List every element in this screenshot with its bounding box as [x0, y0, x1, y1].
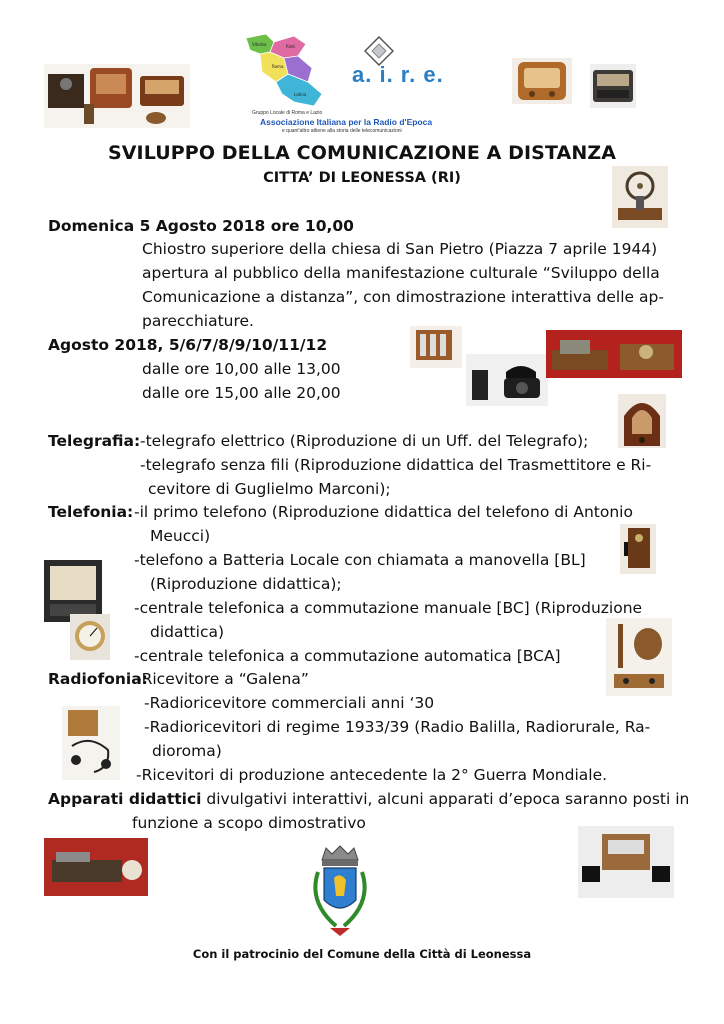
- apparati-label: Apparati didattici: [48, 790, 202, 808]
- event2-heading: Agosto 2018, 5/6/7/8/9/10/11/12: [48, 336, 328, 354]
- telegrafia-item: -telegrafo elettrico (Riproduzione di un Uff. del Telegrafo);: [140, 432, 589, 450]
- telefonia-label: Telefonia:: [48, 503, 134, 521]
- telefonia-item: didattica): [150, 623, 225, 641]
- wall-telephone-photo: [620, 524, 656, 574]
- association-tagline: e quant'altro attiene alla storia delle telecomunicazioni: [282, 128, 402, 134]
- event1-line: apertura al pubblico della manifestazione culturale “Sviluppo della: [142, 264, 660, 282]
- page-subtitle: CITTA’ DI LEONESSA (RI): [263, 170, 461, 186]
- telegrafia-item: -telegrafo senza fili (Riproduzione didattica del Trasmettitore e Ri-: [140, 456, 652, 474]
- telephones-photo: [466, 354, 548, 406]
- telefonia-item: -centrale telefonica a commutazione automatica [BCA]: [134, 647, 561, 665]
- telefonia-item: -il primo telefono (Riproduzione didattica del telefono di Antonio: [134, 503, 633, 521]
- radiofonia-item: dioroma): [152, 742, 222, 760]
- telegraph-key-photo: [44, 838, 148, 896]
- telegrafia-label: Telegrafia:: [48, 432, 141, 450]
- svg-text:Roma: Roma: [272, 64, 284, 69]
- radiofonia-item: -Radioricevitore commerciali anni ‘30: [144, 694, 435, 712]
- page-title: SVILUPPO DELLA COMUNICAZIONE A DISTANZA: [107, 142, 617, 164]
- patronage-footer: Con il patrocinio del Comune della Città di Leonessa: [192, 947, 532, 961]
- cathedral-radio-photo: [618, 394, 666, 448]
- radiofonia-label: Radiofonia:: [48, 670, 148, 688]
- radio-receiver-photo: [44, 560, 102, 622]
- wooden-radio-photo: [512, 58, 572, 104]
- vintage-radios-photo: [44, 64, 190, 128]
- galvanometer-photo: [70, 614, 110, 660]
- event1-line: parecchiature.: [142, 312, 254, 330]
- switchboard-photo: [578, 826, 674, 898]
- telefonia-item: -telefono a Batteria Locale con chiamata a manovella [BL]: [134, 551, 586, 569]
- telefonia-item: Meucci): [150, 527, 211, 545]
- radiofonia-item: -Radioricevitori di regime 1933/39 (Radio Balilla, Radiorurale, Ra-: [144, 718, 651, 736]
- wireless-telegraph-photo: [606, 618, 672, 696]
- event1-line: Chiostro superiore della chiesa di San Pietro (Piazza 7 aprile 1944): [142, 240, 658, 258]
- svg-text:Rieti: Rieti: [286, 44, 296, 49]
- telefonia-item: (Riproduzione didattica);: [150, 575, 342, 593]
- telephone-switches-photo: [410, 326, 462, 368]
- region-caption: Gruppo Locale di Roma e Lazio: [252, 110, 323, 116]
- telefonia-item: -centrale telefonica a commutazione manuale [BC] (Riproduzione: [134, 599, 643, 617]
- galena-receiver-photo: [62, 706, 120, 780]
- event2-hours: dalle ore 15,00 alle 20,00: [142, 384, 341, 402]
- apparati-line: [48, 788, 689, 812]
- lazio-map-logo: [236, 32, 332, 112]
- event1-heading: Domenica 5 Agosto 2018 ore 10,00: [48, 217, 354, 235]
- svg-text:Latina: Latina: [294, 92, 307, 97]
- apparati-line2: funzione a scopo dimostrativo: [132, 814, 366, 832]
- event1-line: Comunicazione a distanza”, con dimostrazione interattiva delle ap-: [142, 288, 664, 306]
- association-name: Associazione Italiana per la Radio d'Epoca: [260, 117, 433, 127]
- radiofonia-item: -Ricevitore a “Galena”: [136, 670, 309, 688]
- telegraph-instruments-photo: [546, 330, 682, 378]
- aire-logo-text: a. i. r. e.: [352, 62, 444, 87]
- apparati-text: divulgativi interattivi, alcuni apparati d’epoca saranno posti in: [201, 790, 690, 808]
- radiofonia-item: -Ricevitori di produzione antecedente la 2° Guerra Mondiale.: [136, 766, 608, 784]
- svg-text:Viterbo: Viterbo: [252, 42, 267, 47]
- telegrafia-item: cevitore di Guglielmo Marconi);: [148, 480, 391, 498]
- dark-radio-photo: [590, 64, 636, 108]
- leonessa-coat-of-arms: [300, 842, 380, 942]
- event2-hours: dalle ore 10,00 alle 13,00: [142, 360, 341, 378]
